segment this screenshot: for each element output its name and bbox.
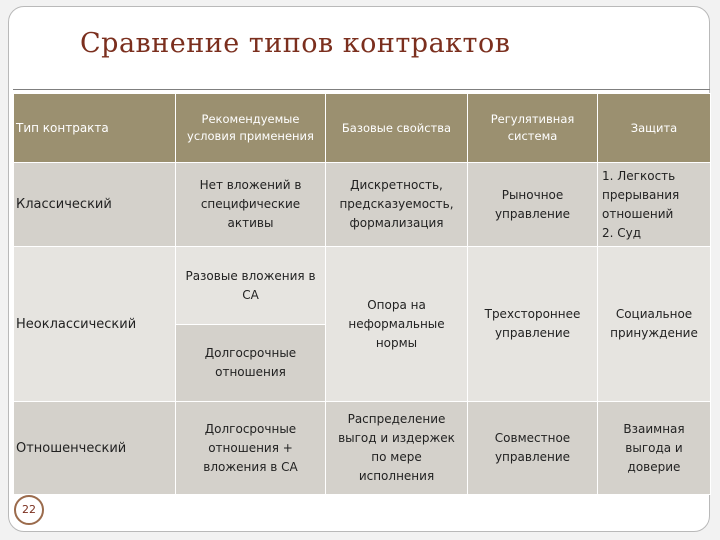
slide-title: Сравнение типов контрактов xyxy=(80,28,511,59)
cell-conditions-a: Разовые вложения в СА xyxy=(176,247,326,325)
header-properties: Базовые свойства xyxy=(326,94,468,163)
header-protection: Защита xyxy=(598,94,711,163)
table-header-row xyxy=(14,94,711,163)
cell-conditions: Долгосрочные отношения + вложения в СА xyxy=(176,402,326,495)
header-contract-type: Тип контракта xyxy=(14,94,176,163)
cell-regulation: Трехстороннее управление xyxy=(468,247,598,402)
cell-properties: Дискретность, предсказуемость, формализация xyxy=(326,163,468,247)
cell-regulation: Рыночное управление xyxy=(468,163,598,247)
table-row xyxy=(14,163,711,247)
cell-conditions: Нет вложений в специфические активы xyxy=(176,163,326,247)
cell-protection: Социальное принуждение xyxy=(598,247,711,402)
cell-conditions-b: Долгосрочные отношения xyxy=(176,325,326,402)
cell-regulation: Совместное управление xyxy=(468,402,598,495)
protection-item: 1. Легкость прерывания отношений xyxy=(602,168,680,221)
table-row xyxy=(14,247,711,325)
table-row xyxy=(14,402,711,495)
protection-item: 2. Суд xyxy=(602,225,642,240)
page-number-badge: 22 xyxy=(14,495,44,525)
cell-protection xyxy=(598,163,711,247)
cell-protection: Взаимная выгода и доверие xyxy=(598,402,711,495)
cell-properties: Распределение выгод и издержек по мере исполнения xyxy=(326,402,468,495)
cell-type-neoclassical: Неоклассический xyxy=(14,247,176,402)
cell-properties: Опора на неформальные нормы xyxy=(326,247,468,402)
cell-type-classical: Классический xyxy=(14,163,176,247)
cell-type-relational: Отношенческий xyxy=(14,402,176,495)
header-conditions: Рекомендуемые условия применения xyxy=(176,94,326,163)
contract-comparison-table xyxy=(13,93,711,495)
header-regulation: Регулятивная система xyxy=(468,94,598,163)
title-divider xyxy=(13,89,710,90)
